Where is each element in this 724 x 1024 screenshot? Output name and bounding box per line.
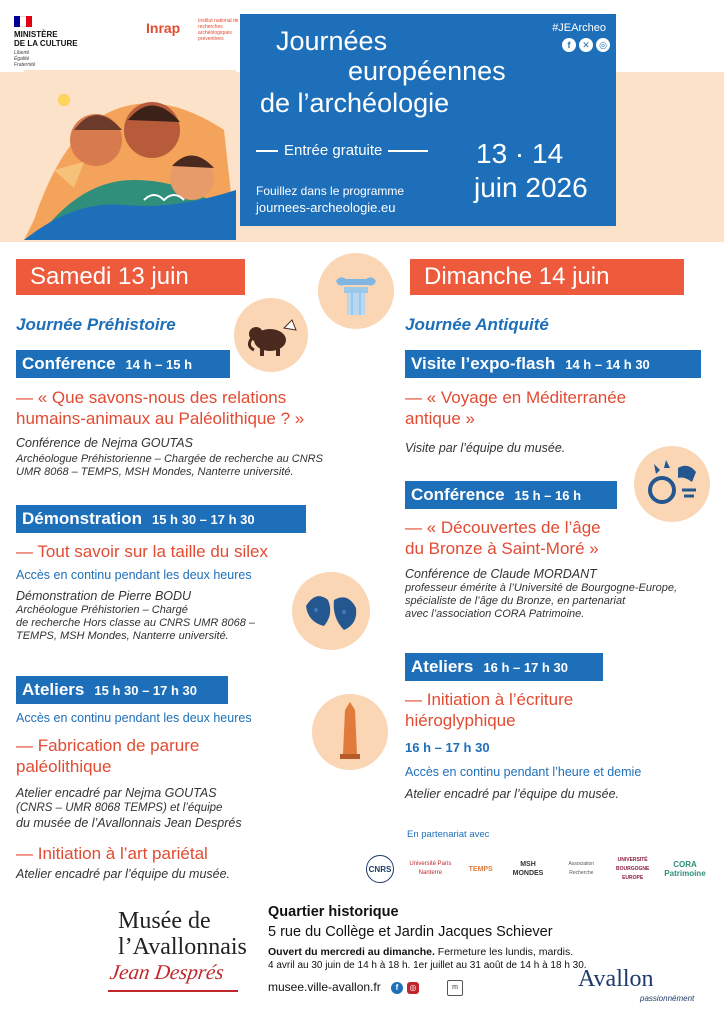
sun-conference-title-line-1: — « Découvertes de l’âge (405, 518, 601, 537)
sat-ateliers-by-2: Atelier encadré par l’équipe du musée. (16, 867, 231, 881)
facebook-icon[interactable]: f (391, 982, 403, 994)
sat-conference-detail-1: Archéologue Préhistorienne – Chargée de recherche au CNRS (16, 453, 323, 465)
sat-ateliers-bar (16, 676, 228, 704)
devise-1: Liberté (14, 50, 30, 56)
sat-demo-label: Démonstration (22, 509, 142, 528)
sun-visite-by: Visite par l’équipe du musée. (405, 441, 566, 455)
partner-logo-cora: CORA Patrimoine (664, 860, 706, 878)
sat-ateliers-title (16, 735, 199, 777)
sat-conference-by: Conférence de Nejma GOUTAS (16, 436, 193, 450)
sat-demo-hours: 15 h 30 – 17 h 30 (151, 512, 255, 527)
sun-conference-by: Conférence de Claude MORDANT (405, 567, 597, 581)
saturday-theme: Journée Préhistoire (16, 315, 176, 334)
sat-ateliers-by-line-1: Atelier encadré par Nejma GOUTAS (16, 786, 217, 800)
sunday-theme: Journée Antiquité (405, 315, 549, 334)
musee-logo-line-2: l’Avallonnais (118, 934, 247, 960)
musee-logo (118, 908, 247, 960)
sat-demo-bar (16, 505, 306, 533)
sat-ateliers-by (16, 786, 316, 831)
sun-visite-hours: 14 h – 14 h 30 (565, 357, 650, 372)
sun-conference-title-line-2: du Bronze à Saint-Moré » (405, 539, 599, 558)
partners-label: En partenariat avec (407, 829, 490, 840)
facebook-icon[interactable]: f (562, 38, 576, 52)
avallon-logo: Avallon (578, 966, 654, 992)
sat-ateliers-title-line-1: — Fabrication de parure (16, 736, 200, 755)
sun-conference-bar (405, 481, 617, 509)
sun-visite-label: Visite l’expo-flash (411, 354, 556, 373)
sun-conference-detail-3: avec l’association CORA Patrimoine. (405, 608, 585, 620)
title-line-2: européennes (348, 56, 506, 86)
sun-visite-bar (405, 350, 701, 378)
sat-ateliers-title-line-2: paléolithique (16, 757, 112, 776)
sun-conference-label: Conférence (411, 485, 505, 504)
sun-conference-title (405, 517, 601, 559)
opening-days-bold: Ouvert du mercredi au dimanche. (268, 946, 435, 958)
program-url[interactable]: journees-archeologie.eu (256, 200, 396, 215)
sat-conference-title (16, 387, 376, 429)
sat-demo-details (16, 604, 286, 643)
sun-visite-title (405, 387, 626, 429)
sat-conference-detail-2: UMR 8068 – TEMPS, MSH Mondes, Nanterre université. (16, 466, 294, 478)
sun-ateliers-access: Accès en continu pendant l’heure et demie (405, 765, 642, 779)
ministere-logo (14, 16, 78, 68)
x-icon[interactable]: ✕ (579, 38, 593, 52)
sat-ateliers-label: Ateliers (22, 680, 85, 699)
sat-conference-hours: 14 h – 15 h (125, 357, 193, 372)
opening-days (268, 946, 573, 958)
inrap-subtitle: Institut national de recherches archéologiques préventives (198, 18, 239, 42)
sun-ateliers-label: Ateliers (411, 657, 474, 676)
opening-days-rest: Fermeture les lundis, mardis. (434, 946, 574, 958)
bronze-artifacts-icon (634, 446, 710, 522)
sun-ateliers-bar (405, 653, 603, 681)
sun-conference-detail-1: professeur émérite à l’Université de Bourgogne-Europe, (405, 582, 678, 594)
sat-demo-access: Accès en continu pendant les deux heures (16, 568, 252, 582)
mammoth-icon (234, 298, 308, 372)
instagram-icon[interactable]: ◎ (596, 38, 610, 52)
partner-logo-msh: MSH MONDES (512, 861, 544, 877)
partner-logo-association: Association Recherche (568, 861, 595, 876)
french-flag-icon (14, 16, 32, 27)
sun-ateliers-by: Atelier encadré par l’équipe du musée. (405, 787, 620, 801)
instagram-icon[interactable]: ◎ (407, 982, 419, 994)
sat-demo-by: Démonstration de Pierre BODU (16, 589, 192, 603)
festival-illustration (24, 70, 236, 240)
sat-ateliers-by-line-2: (CNRS – UMR 8068 TEMPS) et l’équipe (16, 802, 223, 814)
inrap-logo: Inrap (146, 20, 181, 36)
quartier-historique: Quartier historique (268, 904, 399, 920)
title-line-3: de l’archéologie (260, 88, 450, 118)
museum-address: 5 rue du Collège et Jardin Jacques Schiever (268, 924, 553, 940)
fouillez-text: Fouillez dans le programme (256, 184, 405, 198)
jean-despres-signature: Jean Després (108, 960, 226, 984)
sun-ateliers-subhours: 16 h – 17 h 30 (405, 740, 490, 755)
partner-logo-temps: TEMPS (468, 865, 493, 873)
sun-ateliers-hours: 16 h – 17 h 30 (483, 660, 568, 675)
sat-ateliers-access: Accès en continu pendant les deux heures (16, 711, 252, 725)
signature-underline (108, 990, 238, 992)
sat-conference-details (16, 453, 376, 479)
social-icons (562, 38, 610, 52)
sat-conference-title-line-2: humains-animaux au Paléolithique ? » (16, 409, 305, 428)
museum-website[interactable]: musee.ville-avallon.fr (268, 980, 381, 994)
sun-conference-details (405, 582, 715, 621)
sun-visite-title-line-1: — « Voyage en Méditerranée (405, 388, 627, 407)
sat-demo-detail-2: de recherche Hors classe au CNRS UMR 8068 – (16, 617, 256, 629)
entree-gratuite: Entrée gratuite (256, 142, 428, 159)
sat-conference-title-line-1: — « Que savons-nous des relations (16, 388, 287, 407)
title-line-1: Journées (276, 26, 388, 56)
sun-conference-hours: 15 h – 16 h (514, 488, 582, 503)
hashtag: #JEArcheo (552, 22, 606, 34)
sat-ateliers-title-2: — Initiation à l’art pariétal (16, 844, 208, 863)
sun-ateliers-title-line-1: — Initiation à l’écriture (405, 690, 574, 709)
obelisk-icon (312, 694, 388, 770)
devise-2: Égalité (14, 56, 30, 62)
partner-logo-nanterre: Université Paris Nanterre (409, 861, 452, 876)
museum-app-icon: m (447, 980, 463, 996)
partner-logos (366, 852, 706, 886)
ministere-line-2: DE LA CULTURE (14, 39, 78, 48)
opening-hours: 4 avril au 30 juin de 14 h à 18 h. 1er juillet au 31 août de 14 h à 18 h 30. (268, 960, 587, 971)
sat-conference-label: Conférence (22, 354, 116, 373)
sat-ateliers-by-line-3: du musée de l’Avallonnais Jean Després (16, 816, 242, 830)
sat-demo-detail-3: TEMPS, MSH Mondes, Nanterre université. (16, 630, 229, 642)
column-capital-icon (318, 253, 394, 329)
sat-demo-detail-1: Archéologue Préhistorien – Chargé (16, 604, 188, 616)
devise-3: Fraternité (14, 62, 36, 68)
musee-logo-line-1: Musée de (118, 908, 211, 934)
sunday-header: Dimanche 14 juin (410, 259, 684, 295)
sat-conference-bar (16, 350, 230, 378)
partner-logo-cnrs: CNRS (366, 855, 394, 883)
dates-days: 13 · 14 (476, 138, 564, 169)
sat-ateliers-hours: 15 h 30 – 17 h 30 (94, 683, 197, 698)
partner-logo-ube: UNIVERSITÉ BOURGOGNE EUROPE (615, 856, 650, 881)
title-banner (240, 14, 616, 226)
flint-tools-icon (292, 572, 370, 650)
sun-ateliers-title (405, 689, 573, 731)
ministere-line-1: MINISTÈRE (14, 30, 58, 39)
dates-month: juin 2026 (474, 172, 588, 203)
sun-ateliers-title-line-2: hiéroglyphique (405, 711, 516, 730)
sat-demo-title: — Tout savoir sur la taille du silex (16, 542, 268, 561)
avallon-tagline: passionnément (640, 994, 695, 1003)
sun-visite-title-line-2: antique » (405, 409, 475, 428)
saturday-header: Samedi 13 juin (16, 259, 245, 295)
sun-conference-detail-2: spécialiste de l’âge du Bronze, en partenariat (405, 595, 626, 607)
